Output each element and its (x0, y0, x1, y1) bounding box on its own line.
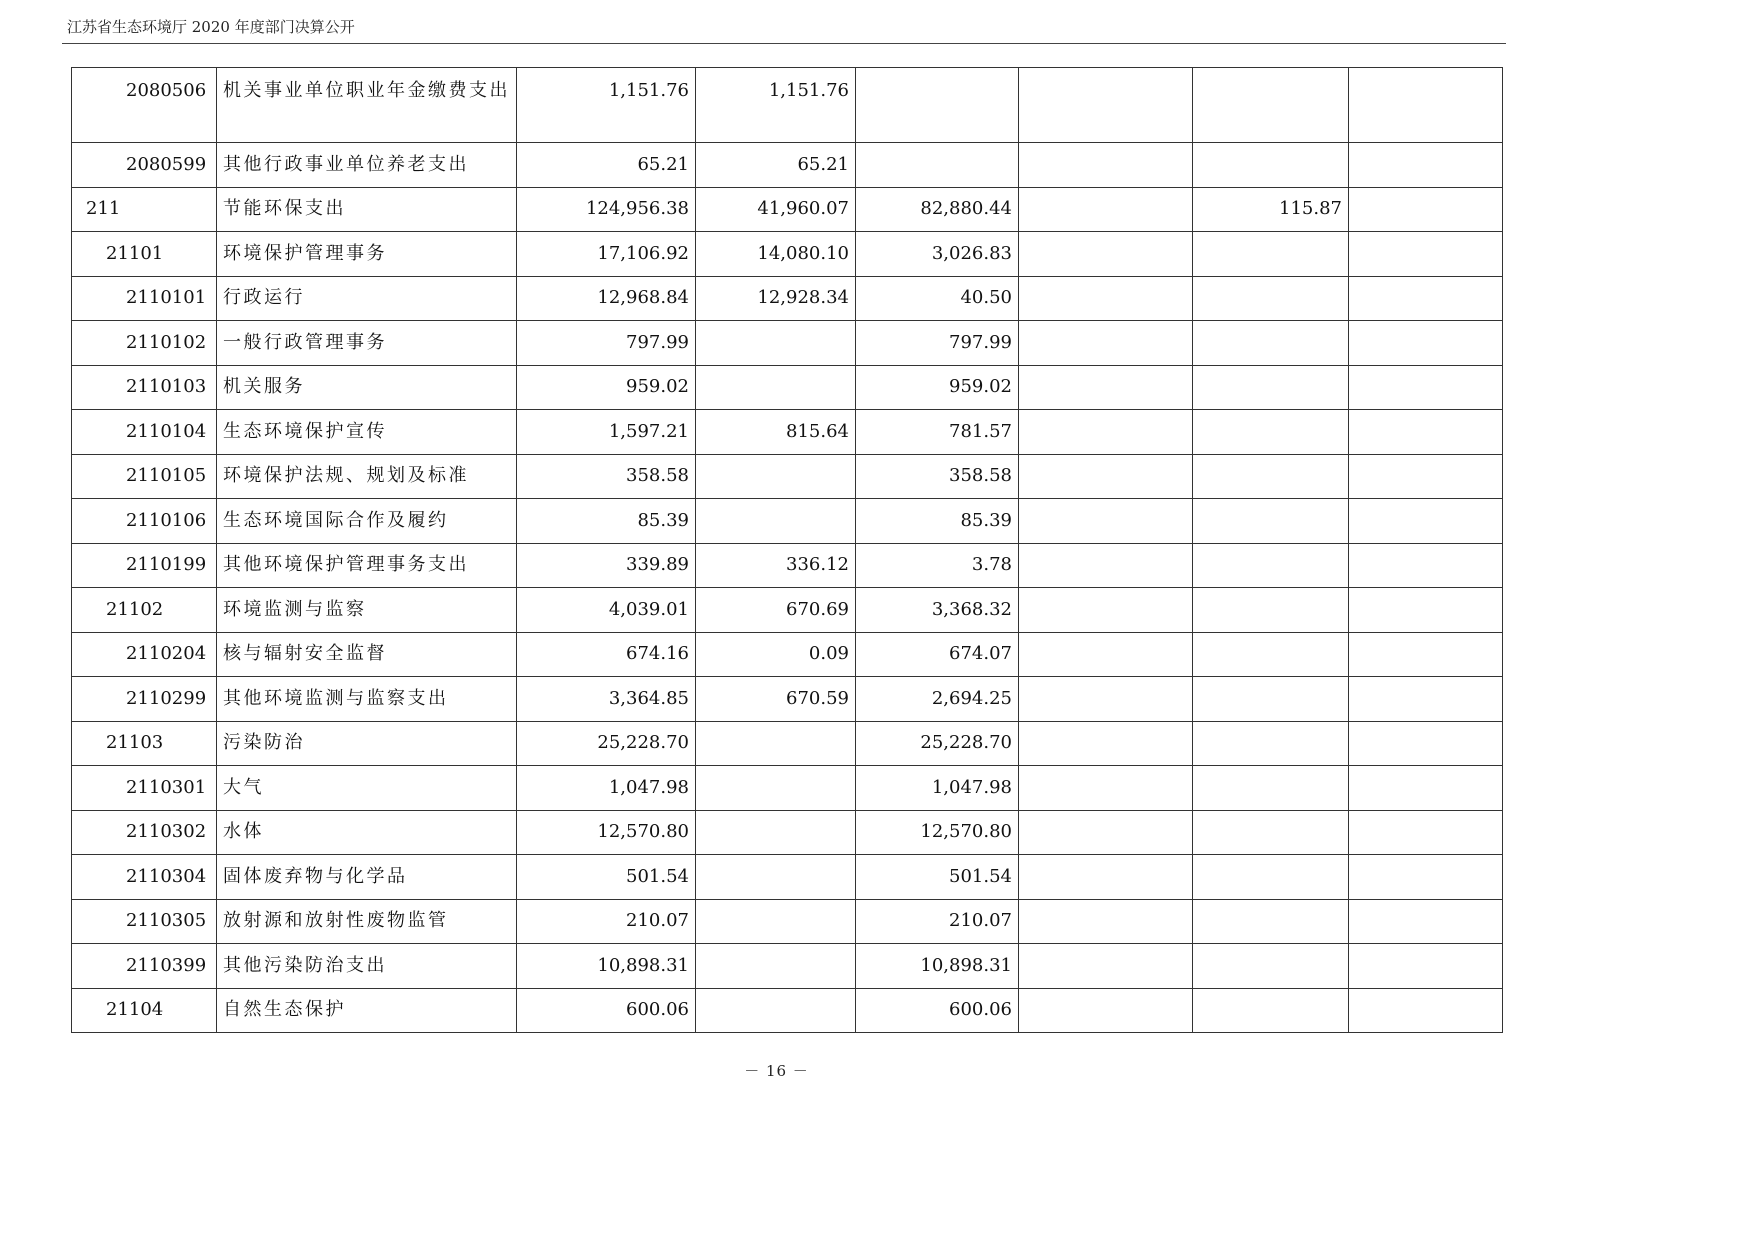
amount-cell-1: 85.39 (517, 499, 696, 544)
amount-cell-3: 1,047.98 (856, 766, 1019, 811)
amount-cell-3: 3,368.32 (856, 588, 1019, 633)
amount-cell-4 (1019, 810, 1193, 855)
amount-cell-2 (696, 321, 856, 366)
amount-cell-2: 12,928.34 (696, 276, 856, 321)
amount-cell-6 (1349, 988, 1503, 1033)
subject-code-cell: 21101 (72, 232, 217, 277)
amount-cell-5: 115.87 (1193, 187, 1349, 232)
amount-cell-2: 14,080.10 (696, 232, 856, 277)
amount-cell-3: 358.58 (856, 454, 1019, 499)
amount-cell-3: 210.07 (856, 899, 1019, 944)
amount-cell-2 (696, 944, 856, 989)
amount-cell-6 (1349, 543, 1503, 588)
subject-code-cell: 2110199 (72, 543, 217, 588)
amount-cell-4 (1019, 944, 1193, 989)
amount-cell-6 (1349, 410, 1503, 455)
subject-name-cell: 环境监测与监察 (217, 588, 517, 633)
table-row (72, 810, 1503, 855)
amount-cell-1: 1,597.21 (517, 410, 696, 455)
amount-cell-2 (696, 988, 856, 1033)
amount-cell-2: 0.09 (696, 632, 856, 677)
subject-name-cell: 一般行政管理事务 (217, 321, 517, 366)
subject-code-cell: 21103 (72, 721, 217, 766)
amount-cell-3 (856, 143, 1019, 188)
subject-code-cell: 2110304 (72, 855, 217, 900)
subject-code-cell: 21104 (72, 988, 217, 1033)
table-row (72, 365, 1503, 410)
subject-name-cell: 放射源和放射性废物监管 (217, 899, 517, 944)
amount-cell-1: 358.58 (517, 454, 696, 499)
amount-cell-3: 82,880.44 (856, 187, 1019, 232)
subject-name-cell: 生态环境保护宣传 (217, 410, 517, 455)
amount-cell-6 (1349, 143, 1503, 188)
amount-cell-5 (1193, 143, 1349, 188)
subject-name-cell: 核与辐射安全监督 (217, 632, 517, 677)
amount-cell-5 (1193, 632, 1349, 677)
table-row (72, 944, 1503, 989)
subject-name-cell: 机关服务 (217, 365, 517, 410)
amount-cell-4 (1019, 499, 1193, 544)
amount-cell-1: 17,106.92 (517, 232, 696, 277)
subject-name-cell: 其他环境监测与监察支出 (217, 677, 517, 722)
amount-cell-1: 65.21 (517, 143, 696, 188)
subject-name-cell: 固体废弃物与化学品 (217, 855, 517, 900)
subject-code-cell: 2110301 (72, 766, 217, 811)
amount-cell-5 (1193, 766, 1349, 811)
amount-cell-6 (1349, 810, 1503, 855)
page-number: － 16 － (744, 1062, 809, 1080)
subject-code-cell: 2110299 (72, 677, 217, 722)
amount-cell-2 (696, 499, 856, 544)
subject-code-cell: 2110204 (72, 632, 217, 677)
amount-cell-4 (1019, 855, 1193, 900)
subject-code-cell: 2110104 (72, 410, 217, 455)
amount-cell-2: 65.21 (696, 143, 856, 188)
subject-code-cell: 2110105 (72, 454, 217, 499)
table-row (72, 321, 1503, 366)
subject-code-cell: 21102 (72, 588, 217, 633)
amount-cell-2 (696, 365, 856, 410)
amount-cell-1: 501.54 (517, 855, 696, 900)
amount-cell-4 (1019, 143, 1193, 188)
subject-name-cell: 自然生态保护 (217, 988, 517, 1033)
amount-cell-4 (1019, 632, 1193, 677)
amount-cell-6 (1349, 321, 1503, 366)
table-row (72, 410, 1503, 455)
amount-cell-6 (1349, 632, 1503, 677)
amount-cell-5 (1193, 410, 1349, 455)
amount-cell-6 (1349, 68, 1503, 143)
amount-cell-2: 336.12 (696, 543, 856, 588)
amount-cell-5 (1193, 543, 1349, 588)
amount-cell-6 (1349, 677, 1503, 722)
amount-cell-2 (696, 721, 856, 766)
amount-cell-3: 959.02 (856, 365, 1019, 410)
table-row (72, 454, 1503, 499)
subject-name-cell: 其他环境保护管理事务支出 (217, 543, 517, 588)
amount-cell-1: 674.16 (517, 632, 696, 677)
amount-cell-5 (1193, 276, 1349, 321)
subject-code-cell: 2110106 (72, 499, 217, 544)
amount-cell-6 (1349, 499, 1503, 544)
subject-name-cell: 机关事业单位职业年金缴费支出 (217, 68, 517, 143)
subject-code-cell: 2110399 (72, 944, 217, 989)
amount-cell-4 (1019, 68, 1193, 143)
amount-cell-2 (696, 899, 856, 944)
subject-code-cell: 2080599 (72, 143, 217, 188)
amount-cell-2 (696, 855, 856, 900)
table-row (72, 232, 1503, 277)
table-row (72, 499, 1503, 544)
table-row (72, 899, 1503, 944)
amount-cell-3: 40.50 (856, 276, 1019, 321)
amount-cell-6 (1349, 899, 1503, 944)
amount-cell-4 (1019, 454, 1193, 499)
amount-cell-6 (1349, 276, 1503, 321)
amount-cell-1: 959.02 (517, 365, 696, 410)
amount-cell-2: 815.64 (696, 410, 856, 455)
amount-cell-5 (1193, 944, 1349, 989)
amount-cell-3: 674.07 (856, 632, 1019, 677)
subject-code-cell: 2110103 (72, 365, 217, 410)
amount-cell-5 (1193, 810, 1349, 855)
table-row (72, 276, 1503, 321)
amount-cell-3 (856, 68, 1019, 143)
amount-cell-1: 797.99 (517, 321, 696, 366)
amount-cell-2 (696, 766, 856, 811)
subject-name-cell: 生态环境国际合作及履约 (217, 499, 517, 544)
amount-cell-6 (1349, 855, 1503, 900)
header-divider (62, 43, 1506, 44)
amount-cell-6 (1349, 454, 1503, 499)
amount-cell-1: 25,228.70 (517, 721, 696, 766)
amount-cell-5 (1193, 988, 1349, 1033)
table-row (72, 632, 1503, 677)
subject-name-cell: 水体 (217, 810, 517, 855)
subject-name-cell: 环境保护法规、规划及标准 (217, 454, 517, 499)
amount-cell-1: 600.06 (517, 988, 696, 1033)
table-row (72, 855, 1503, 900)
amount-cell-4 (1019, 899, 1193, 944)
amount-cell-3: 501.54 (856, 855, 1019, 900)
subject-name-cell: 其他污染防治支出 (217, 944, 517, 989)
amount-cell-4 (1019, 988, 1193, 1033)
amount-cell-3: 12,570.80 (856, 810, 1019, 855)
table-row (72, 68, 1503, 143)
amount-cell-3: 781.57 (856, 410, 1019, 455)
amount-cell-4 (1019, 276, 1193, 321)
amount-cell-5 (1193, 232, 1349, 277)
subject-code-cell: 2110305 (72, 899, 217, 944)
amount-cell-3: 797.99 (856, 321, 1019, 366)
amount-cell-3: 2,694.25 (856, 677, 1019, 722)
subject-name-cell: 环境保护管理事务 (217, 232, 517, 277)
amount-cell-6 (1349, 365, 1503, 410)
amount-cell-1: 210.07 (517, 899, 696, 944)
amount-cell-1: 1,151.76 (517, 68, 696, 143)
amount-cell-2 (696, 454, 856, 499)
amount-cell-6 (1349, 721, 1503, 766)
subject-code-cell: 2110101 (72, 276, 217, 321)
amount-cell-1: 1,047.98 (517, 766, 696, 811)
running-header: 江苏省生态环境厅 2020 年度部门决算公开 (67, 18, 355, 36)
amount-cell-4 (1019, 410, 1193, 455)
table-body (72, 68, 1503, 1033)
table-row (72, 187, 1503, 232)
amount-cell-6 (1349, 187, 1503, 232)
table-row (72, 143, 1503, 188)
amount-cell-2: 41,960.07 (696, 187, 856, 232)
amount-cell-5 (1193, 677, 1349, 722)
amount-cell-1: 339.89 (517, 543, 696, 588)
amount-cell-3: 3.78 (856, 543, 1019, 588)
table-row (72, 677, 1503, 722)
amount-cell-1: 12,570.80 (517, 810, 696, 855)
amount-cell-6 (1349, 766, 1503, 811)
amount-cell-5 (1193, 721, 1349, 766)
amount-cell-4 (1019, 721, 1193, 766)
amount-cell-2 (696, 810, 856, 855)
subject-code-cell: 2080506 (72, 68, 217, 143)
table-row (72, 988, 1503, 1033)
amount-cell-3: 600.06 (856, 988, 1019, 1033)
amount-cell-2: 670.69 (696, 588, 856, 633)
subject-code-cell: 2110102 (72, 321, 217, 366)
amount-cell-5 (1193, 68, 1349, 143)
table-row (72, 543, 1503, 588)
amount-cell-6 (1349, 588, 1503, 633)
amount-cell-4 (1019, 677, 1193, 722)
amount-cell-4 (1019, 232, 1193, 277)
table-row (72, 721, 1503, 766)
subject-code-cell: 211 (72, 187, 217, 232)
amount-cell-2: 670.59 (696, 677, 856, 722)
table-row (72, 588, 1503, 633)
amount-cell-6 (1349, 232, 1503, 277)
subject-name-cell: 污染防治 (217, 721, 517, 766)
table-row (72, 766, 1503, 811)
amount-cell-4 (1019, 321, 1193, 366)
amount-cell-1: 12,968.84 (517, 276, 696, 321)
amount-cell-3: 10,898.31 (856, 944, 1019, 989)
amount-cell-2: 1,151.76 (696, 68, 856, 143)
amount-cell-4 (1019, 766, 1193, 811)
amount-cell-3: 25,228.70 (856, 721, 1019, 766)
amount-cell-3: 3,026.83 (856, 232, 1019, 277)
amount-cell-5 (1193, 454, 1349, 499)
amount-cell-5 (1193, 855, 1349, 900)
amount-cell-4 (1019, 588, 1193, 633)
amount-cell-4 (1019, 543, 1193, 588)
amount-cell-1: 4,039.01 (517, 588, 696, 633)
amount-cell-5 (1193, 499, 1349, 544)
subject-name-cell: 节能环保支出 (217, 187, 517, 232)
subject-code-cell: 2110302 (72, 810, 217, 855)
amount-cell-1: 124,956.38 (517, 187, 696, 232)
subject-name-cell: 大气 (217, 766, 517, 811)
amount-cell-5 (1193, 365, 1349, 410)
amount-cell-3: 85.39 (856, 499, 1019, 544)
subject-name-cell: 其他行政事业单位养老支出 (217, 143, 517, 188)
subject-name-cell: 行政运行 (217, 276, 517, 321)
amount-cell-1: 3,364.85 (517, 677, 696, 722)
amount-cell-4 (1019, 187, 1193, 232)
amount-cell-5 (1193, 899, 1349, 944)
amount-cell-5 (1193, 321, 1349, 366)
expenditure-table (71, 67, 1503, 1033)
amount-cell-4 (1019, 365, 1193, 410)
amount-cell-1: 10,898.31 (517, 944, 696, 989)
amount-cell-5 (1193, 588, 1349, 633)
amount-cell-6 (1349, 944, 1503, 989)
